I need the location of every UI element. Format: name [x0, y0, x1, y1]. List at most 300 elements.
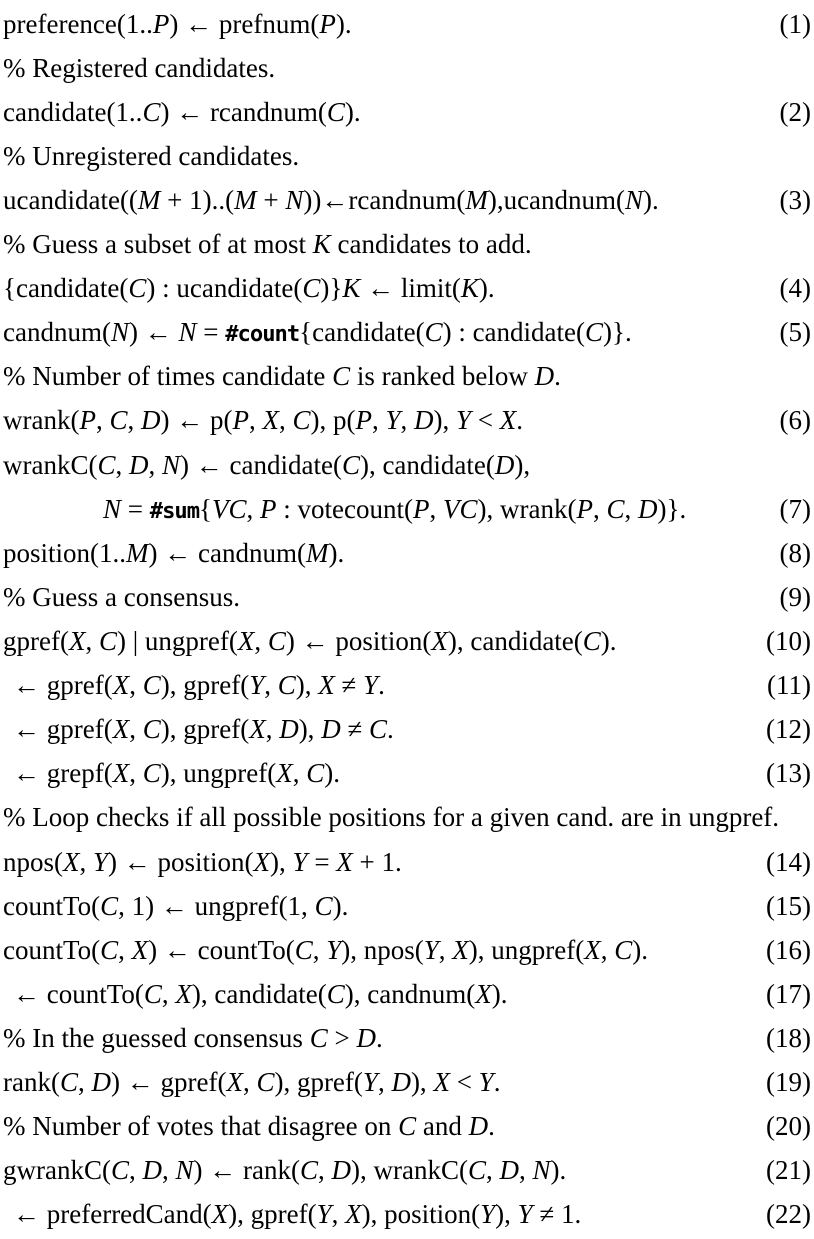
math-variable: M — [305, 537, 329, 568]
predicate-text: . — [375, 1023, 383, 1054]
predicate-text: )}. — [657, 493, 687, 524]
equation-number: (3) — [779, 184, 811, 215]
math-variable: N — [285, 184, 304, 215]
math-variable: D — [638, 493, 658, 524]
predicate-text: < — [471, 405, 500, 436]
predicate-text: ucandidate(( — [3, 184, 138, 215]
math-variable: P — [152, 8, 170, 39]
equation-number: (10) — [766, 626, 811, 657]
math-variable: C — [398, 1111, 417, 1142]
predicate-text: and — [416, 1111, 469, 1142]
math-variable: X — [211, 1199, 229, 1230]
math-variable: D — [142, 1155, 162, 1186]
math-variable: X — [318, 670, 335, 701]
predicate-text: % Guess a subset of at most — [3, 229, 313, 260]
predicate-text: , — [127, 405, 141, 436]
math-variable: C — [369, 714, 388, 745]
comment-text — [3, 582, 770, 613]
predicate-text: wrankC( — [3, 449, 98, 480]
predicate-text: ), ungpref( — [468, 934, 585, 965]
predicate-text: , — [518, 1155, 533, 1186]
predicate-text: ). — [643, 184, 659, 215]
predicate-text: = — [307, 846, 337, 877]
predicate-text: ), p( — [310, 405, 356, 436]
math-variable: C — [100, 890, 119, 921]
math-variable: X — [345, 1199, 362, 1230]
rule-text — [3, 494, 770, 525]
predicate-text: ), — [410, 1067, 434, 1098]
math-variable: C — [341, 449, 360, 480]
comment-text — [3, 141, 811, 172]
equation-number: (4) — [779, 273, 811, 304]
rule-line — [0, 178, 814, 222]
predicate-text: , — [118, 934, 132, 965]
predicate-text: ), wrankC( — [351, 1155, 468, 1186]
aggregate-keyword: #sum — [149, 497, 200, 524]
predicate-text: is ranked below — [350, 361, 535, 392]
equation-number: (20) — [766, 1111, 811, 1142]
math-variable: X — [249, 714, 266, 745]
predicate-text: ), candidate( — [447, 626, 583, 657]
math-variable: C — [467, 1155, 486, 1186]
predicate-text: , 1) ← ungpref(1, — [118, 890, 315, 921]
rule-line — [0, 399, 814, 443]
math-variable: C — [582, 626, 601, 657]
predicate-text: > — [327, 1023, 357, 1054]
comment-line — [0, 46, 814, 90]
predicate-text: , — [318, 1155, 332, 1186]
rule-line — [0, 2, 814, 46]
rule-text — [3, 670, 757, 701]
math-variable: C — [302, 273, 321, 304]
rule-line — [0, 90, 814, 134]
math-variable: Y — [292, 846, 308, 877]
math-variable: N — [162, 449, 181, 480]
predicate-text: ) ← rcandnum( — [160, 96, 327, 127]
comment-line — [0, 1017, 814, 1061]
predicate-text: , — [400, 405, 414, 436]
predicate-text: ← gpref( — [13, 714, 113, 745]
comment-line — [0, 1105, 814, 1149]
math-variable: VC — [212, 493, 247, 524]
math-variable: D — [391, 1067, 411, 1098]
math-variable: C — [326, 96, 345, 127]
rule-text — [3, 935, 756, 966]
predicate-text: % Unregistered candidates. — [3, 140, 300, 171]
predicate-text: , — [246, 493, 261, 524]
equation-number: (14) — [766, 846, 811, 877]
math-variable: Y — [326, 934, 342, 965]
math-variable: X — [433, 1067, 450, 1098]
math-variable: C — [614, 934, 633, 965]
predicate-text: ), — [295, 670, 319, 701]
math-variable: P — [576, 493, 593, 524]
rule-text — [3, 979, 756, 1010]
math-variable: Y — [93, 846, 109, 877]
math-variable: P — [79, 405, 96, 436]
comment-text — [3, 1023, 756, 1054]
rule-line — [0, 708, 814, 752]
predicate-text: , — [429, 493, 443, 524]
math-variable: D — [414, 405, 434, 436]
predicate-text: ). — [632, 934, 648, 965]
predicate-text: ). — [324, 758, 340, 789]
math-variable: Y — [249, 670, 265, 701]
equation-number: (11) — [767, 670, 811, 701]
predicate-text: , — [438, 934, 453, 965]
predicate-text: candnum( — [3, 317, 111, 348]
math-variable: P — [319, 8, 336, 39]
predicate-text: , — [624, 493, 638, 524]
math-variable: M — [465, 184, 488, 215]
math-variable: N — [625, 184, 644, 215]
predicate-text: ), — [514, 449, 531, 480]
math-variable: X — [226, 1067, 243, 1098]
math-variable: C — [142, 96, 161, 127]
comment-line — [0, 134, 814, 178]
equation-number: (18) — [766, 1023, 811, 1054]
rule-line — [0, 752, 814, 796]
math-variable: D — [499, 1155, 519, 1186]
math-variable: P — [260, 493, 277, 524]
math-variable: P — [355, 405, 372, 436]
math-variable: C — [424, 317, 443, 348]
predicate-text: ). — [478, 273, 495, 304]
rule-line — [0, 1061, 814, 1105]
math-variable: C — [326, 978, 345, 1009]
predicate-text: , — [79, 846, 93, 877]
comment-text — [3, 361, 811, 392]
comment-line — [0, 223, 814, 267]
predicate-text: ), — [270, 846, 293, 877]
predicate-text: = — [196, 317, 226, 348]
predicate-text: position(1.. — [3, 537, 127, 568]
predicate-text: , — [248, 405, 263, 436]
math-variable: C — [299, 1155, 318, 1186]
predicate-text: ) ← position( — [285, 626, 432, 657]
predicate-text: , — [129, 714, 143, 745]
predicate-text: % Number of times candidate — [3, 361, 333, 392]
math-variable: X — [431, 626, 448, 657]
predicate-text: , — [242, 1067, 257, 1098]
math-variable: N — [175, 1155, 194, 1186]
predicate-text: ), — [298, 714, 322, 745]
predicate-text: % Number of votes that disagree on — [3, 1111, 399, 1142]
rule-text — [3, 405, 770, 436]
predicate-text: + — [256, 184, 286, 215]
predicate-text: ). — [332, 890, 349, 921]
math-variable: X — [452, 934, 469, 965]
math-variable: Y — [517, 1199, 533, 1230]
predicate-text: , — [161, 978, 176, 1009]
math-variable: X — [112, 714, 130, 745]
math-variable: D — [91, 1067, 111, 1098]
predicate-text: ) ← gpref( — [110, 1067, 227, 1098]
rule-text — [3, 9, 770, 40]
rule-line — [0, 1149, 814, 1193]
equation-number: (9) — [779, 581, 811, 612]
predicate-text: candidate(1.. — [3, 96, 143, 127]
predicate-text: ) ← prefnum( — [169, 8, 320, 39]
math-variable: D — [356, 1023, 376, 1054]
predicate-text: ),ucandnum( — [487, 184, 626, 215]
math-variable: D — [129, 449, 149, 480]
math-variable: X — [175, 978, 192, 1009]
rule-line — [0, 487, 814, 531]
equation-number: (5) — [779, 317, 811, 348]
predicate-text: , — [115, 449, 129, 480]
predicate-text: ), gpref( — [274, 1067, 363, 1098]
predicate-text: ≠ 1. — [532, 1199, 582, 1230]
predicate-text: ). — [600, 626, 617, 657]
equation-number: (19) — [766, 1067, 811, 1098]
math-variable: D — [534, 361, 555, 392]
math-variable: X — [237, 626, 255, 657]
predicate-text: ), — [495, 1199, 518, 1230]
predicate-text: ), candidate( — [191, 978, 327, 1009]
rule-line — [0, 531, 814, 575]
equation-number: (17) — [766, 978, 811, 1009]
rule-line — [0, 928, 814, 972]
predicate-text: % Loop checks if all possible positions for a given cand. are in ungpref. — [3, 802, 780, 833]
math-variable: C — [267, 626, 286, 657]
predicate-text: < — [449, 1067, 479, 1098]
math-variable: D — [468, 1111, 489, 1142]
math-variable: Y — [456, 405, 472, 436]
equation-number: (22) — [766, 1199, 811, 1230]
math-variable: X — [68, 626, 86, 657]
math-variable: D — [331, 1155, 351, 1186]
math-variable: C — [59, 1067, 78, 1098]
predicate-text: , — [485, 1155, 500, 1186]
predicate-text: ← limit( — [360, 273, 461, 304]
predicate-text: npos( — [3, 846, 63, 877]
rule-line — [0, 267, 814, 311]
predicate-text: ) : ucandidate( — [146, 273, 303, 304]
equation-number: (12) — [766, 714, 811, 745]
equation-number: (13) — [766, 758, 811, 789]
predicate-text: ) ← p( — [160, 405, 233, 436]
predicate-text: . — [488, 1111, 495, 1142]
predicate-text: , — [148, 449, 162, 480]
rule-text — [3, 1155, 756, 1186]
rule-text — [3, 1199, 756, 1230]
math-variable: X — [475, 978, 492, 1009]
math-variable: C — [143, 978, 162, 1009]
rule-text — [3, 185, 770, 216]
predicate-text: . — [387, 714, 394, 745]
predicate-text: ≠ — [340, 714, 370, 745]
comment-line — [0, 796, 814, 840]
predicate-text: ). — [344, 96, 361, 127]
predicate-text: , — [278, 405, 293, 436]
math-variable: C — [128, 273, 147, 304]
predicate-text: , — [129, 758, 143, 789]
math-variable: C — [306, 758, 325, 789]
predicate-text: , — [129, 670, 143, 701]
predicate-text: , — [331, 1199, 346, 1230]
predicate-text: , — [292, 758, 307, 789]
predicate-text: { — [199, 493, 213, 524]
math-variable: C — [309, 1023, 328, 1054]
predicate-text: gpref( — [3, 626, 69, 657]
math-variable: C — [142, 714, 161, 745]
math-variable: C — [332, 361, 351, 392]
predicate-text: : votecount( — [276, 493, 413, 524]
predicate-text: ← countTo( — [13, 978, 144, 1009]
comment-text — [3, 802, 811, 833]
predicate-text: % Guess a consensus. — [3, 581, 240, 612]
equation-number: (2) — [779, 96, 811, 127]
predicate-text: . — [554, 361, 561, 392]
predicate-text: ) : candidate( — [442, 317, 586, 348]
predicate-text: , — [371, 405, 386, 436]
rule-line — [0, 311, 814, 355]
predicate-text: , — [129, 1155, 143, 1186]
equation-number: (8) — [779, 537, 811, 568]
math-variable: K — [342, 273, 361, 304]
rule-line — [0, 443, 814, 487]
math-variable: D — [494, 449, 515, 480]
predicate-text: + 1)..( — [160, 184, 235, 215]
math-variable: C — [110, 1155, 129, 1186]
math-variable: C — [100, 934, 119, 965]
math-variable: N — [103, 493, 122, 524]
predicate-text: ))←rcandnum( — [303, 184, 466, 215]
equation-number: (1) — [779, 8, 811, 39]
predicate-text: ) ← countTo( — [148, 934, 295, 965]
predicate-text: , — [264, 670, 278, 701]
math-variable: X — [112, 670, 130, 701]
rule-text — [3, 1067, 756, 1098]
math-variable: C — [314, 890, 333, 921]
math-variable: X — [112, 758, 130, 789]
math-variable: P — [413, 493, 430, 524]
rule-text — [3, 758, 756, 789]
rule-text — [3, 538, 770, 569]
predicate-text: ), position( — [361, 1199, 481, 1230]
math-variable: K — [460, 273, 479, 304]
predicate-text: ), wrank( — [477, 493, 577, 524]
predicate-text: , — [600, 934, 615, 965]
math-variable: C — [142, 670, 161, 701]
predicate-text: ), — [433, 405, 456, 436]
predicate-text: ← preferredCand( — [13, 1199, 212, 1230]
rule-text — [3, 714, 756, 745]
predicate-text: {candidate( — [299, 317, 425, 348]
predicate-text: ). — [491, 978, 508, 1009]
math-variable: C — [109, 405, 128, 436]
predicate-text: . — [516, 405, 524, 436]
math-variable: C — [142, 758, 161, 789]
predicate-text: ). — [550, 1155, 567, 1186]
predicate-text: , — [85, 626, 99, 657]
math-variable: VC — [443, 493, 478, 524]
predicate-text: ← grepf( — [13, 758, 113, 789]
rule-text — [3, 273, 770, 304]
math-variable: C — [606, 493, 625, 524]
rule-line — [0, 884, 814, 928]
predicate-text: wrank( — [3, 405, 80, 436]
predicate-text: ), gpref( — [228, 1199, 317, 1230]
predicate-text: ) ← candnum( — [148, 537, 306, 568]
predicate-text: % In the guessed consensus — [3, 1023, 310, 1054]
comment-text — [3, 53, 811, 84]
rule-line — [0, 1193, 814, 1237]
predicate-text: preference(1.. — [3, 8, 153, 39]
equation-number: (21) — [766, 1155, 811, 1186]
predicate-text: , — [265, 714, 280, 745]
predicate-text: , — [254, 626, 268, 657]
predicate-text: ), candnum( — [344, 978, 476, 1009]
predicate-text: ← gpref( — [13, 670, 113, 701]
equation-number: (16) — [766, 934, 811, 965]
math-variable: Y — [385, 405, 401, 436]
math-variable: Y — [423, 934, 439, 965]
comment-text — [3, 229, 811, 260]
math-variable: N — [532, 1155, 551, 1186]
math-variable: C — [256, 1067, 275, 1098]
predicate-text: , — [162, 1155, 176, 1186]
rule-text — [3, 450, 811, 481]
math-variable: X — [253, 846, 271, 877]
predicate-text: ) ← candidate( — [180, 449, 342, 480]
equation-number: (7) — [779, 493, 811, 524]
comment-line — [0, 355, 814, 399]
predicate-text: )}. — [603, 317, 632, 348]
math-variable: C — [292, 405, 311, 436]
predicate-text: ≠ — [334, 670, 364, 701]
predicate-text: + 1. — [352, 846, 402, 877]
rule-line — [0, 840, 814, 884]
comment-line — [0, 575, 814, 619]
predicate-text: ) ← — [128, 317, 179, 348]
math-variable: K — [312, 229, 331, 260]
predicate-text: {candidate( — [3, 273, 129, 304]
predicate-text: , — [77, 1067, 92, 1098]
equation-number: (6) — [779, 405, 811, 436]
predicate-text: % Registered candidates. — [3, 52, 276, 83]
math-variable: N — [110, 317, 129, 348]
equation-number: (15) — [766, 890, 811, 921]
predicate-text: ), gpref( — [160, 670, 250, 701]
math-variable: C — [97, 449, 116, 480]
predicate-text: ) ← rank( — [193, 1155, 300, 1186]
math-variable: X — [131, 934, 149, 965]
predicate-text: . — [493, 1067, 501, 1098]
predicate-text: ), candidate( — [359, 449, 495, 480]
predicate-text: ). — [335, 8, 352, 39]
math-variable: X — [262, 405, 279, 436]
math-variable: C — [585, 317, 604, 348]
predicate-text: )} — [320, 273, 343, 304]
math-variable: X — [63, 846, 80, 877]
predicate-text: gwrankC( — [3, 1155, 111, 1186]
math-variable: M — [234, 184, 257, 215]
comment-text — [3, 1111, 756, 1142]
predicate-text: , — [592, 493, 607, 524]
rule-text — [3, 626, 756, 657]
predicate-text: . — [378, 670, 385, 701]
aggregate-keyword: #count — [225, 321, 300, 348]
math-variable: C — [277, 670, 296, 701]
math-variable: P — [232, 405, 249, 436]
rule-line — [0, 620, 814, 664]
predicate-text: rank( — [3, 1067, 60, 1098]
math-variable: X — [276, 758, 293, 789]
predicate-text: countTo( — [3, 934, 101, 965]
predicate-text: ) | ungpref( — [116, 626, 238, 657]
